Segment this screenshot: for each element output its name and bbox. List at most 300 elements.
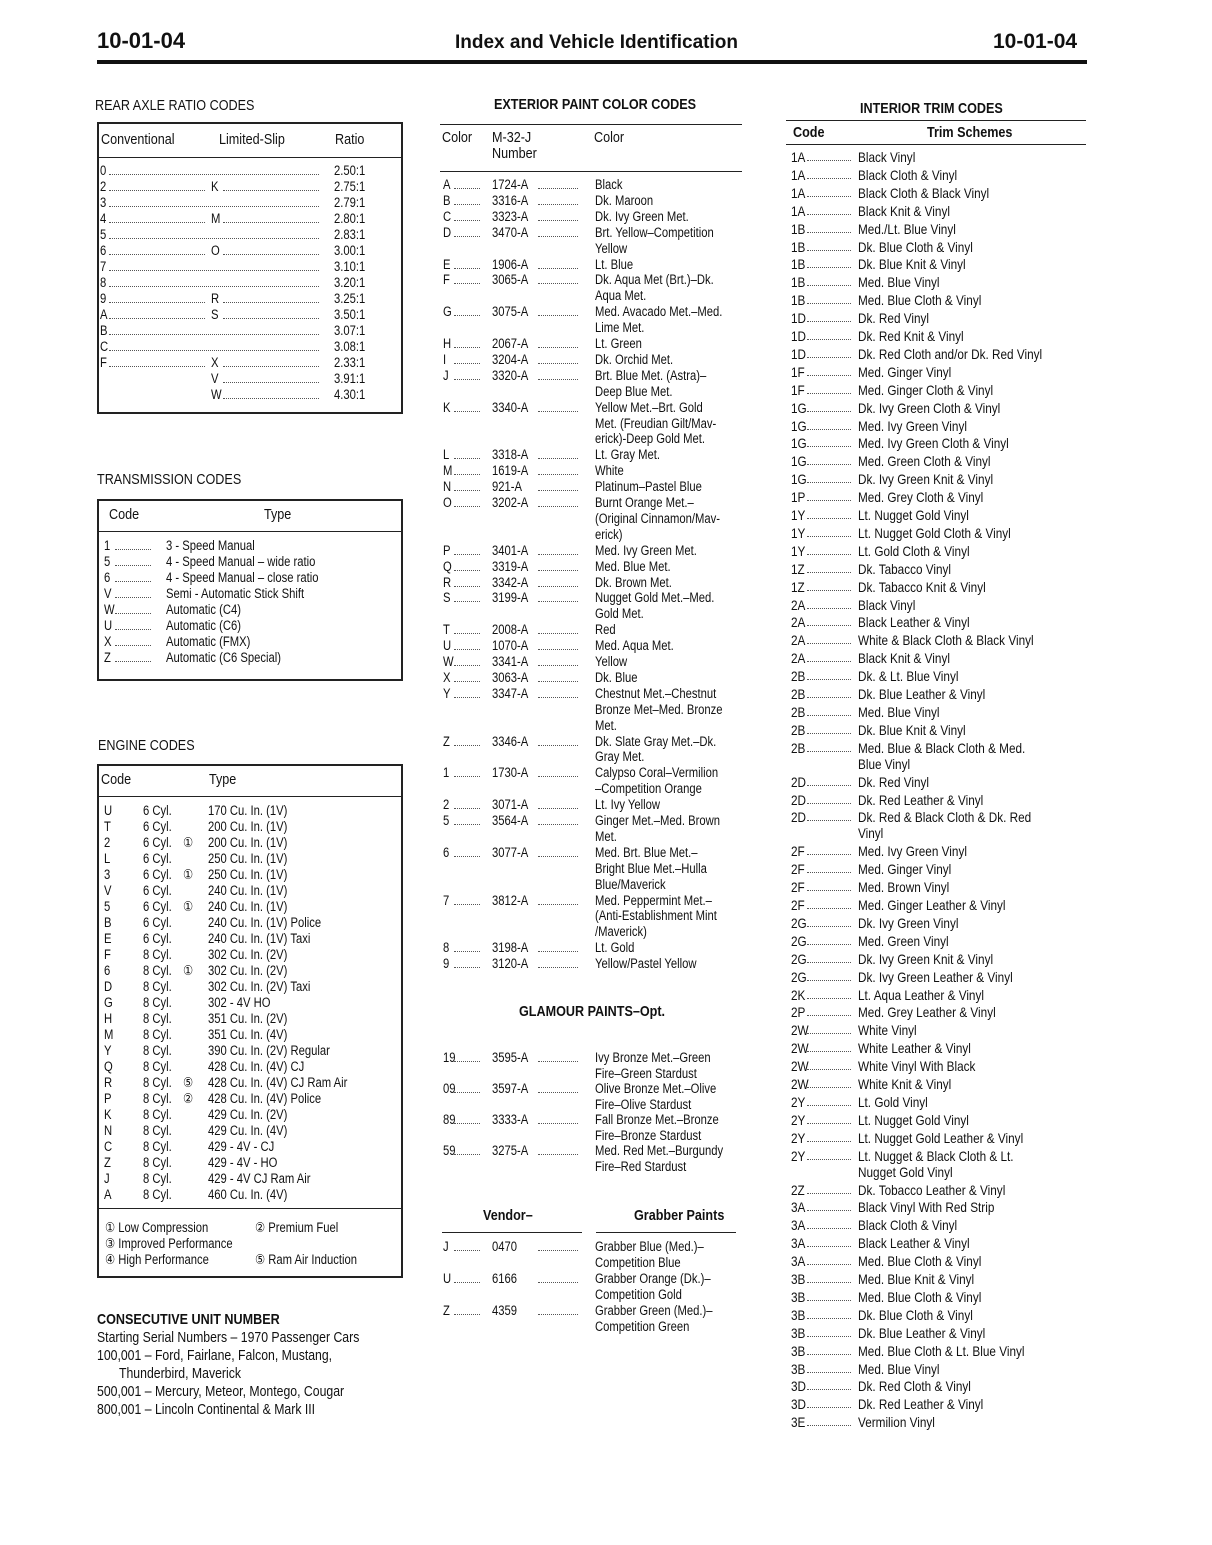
leader-dots <box>807 1015 851 1016</box>
rear-axle-ratio: 4.30:1 <box>334 387 366 402</box>
exterior-paint-code: T <box>443 622 450 638</box>
leader-dots <box>807 1033 851 1034</box>
leader-dots <box>538 904 578 905</box>
interior-trim-scheme: White Leather & Vinyl <box>858 1040 971 1057</box>
exterior-paint-code: O <box>443 495 452 510</box>
exterior-paint-color-name: (Anti-Establishment Mint <box>595 908 717 924</box>
leader-dots <box>538 1314 578 1315</box>
engine-cylinders: 6 Cyl. <box>143 819 172 834</box>
interior-code: 1G <box>791 417 807 434</box>
rear-axle-conventional: 9 <box>100 291 107 306</box>
exterior-paint-color-name: Ginger Met.–Med. Brown <box>595 813 721 828</box>
interior-code: 1Y <box>791 542 806 559</box>
interior-trim-scheme: Dk. Red Knit & Vinyl <box>858 328 964 344</box>
interior-code: 3A <box>791 1253 806 1270</box>
leader-dots <box>807 998 851 999</box>
leader-dots <box>538 1154 578 1155</box>
leader-dots <box>538 633 578 634</box>
leader-dots <box>115 645 151 646</box>
engine-code: U <box>104 803 113 818</box>
leader-dots <box>807 464 851 465</box>
leader-dots <box>807 1354 851 1355</box>
rear-axle-conventional: 0 <box>100 163 107 178</box>
transmission-type: Automatic (C4) <box>166 602 242 617</box>
exterior-paint-color-name: Yellow/Pastel Yellow <box>595 956 697 972</box>
page-number-left: 10-01-04 <box>97 28 186 53</box>
leader-dots <box>109 270 319 271</box>
engine-footnote: ⑤ Ram Air Induction <box>255 1252 357 1267</box>
leader-dots <box>538 379 578 380</box>
leader-dots <box>807 1282 851 1283</box>
exterior-paint-color-name: /Maverick) <box>595 924 647 940</box>
transmission-code: X <box>104 634 112 649</box>
engine-code: B <box>104 915 112 930</box>
exterior-paint-color-name: Yellow <box>595 654 628 669</box>
leader-dots <box>223 398 319 399</box>
exterior-paint-number: 1906-A <box>492 256 529 272</box>
rear-axle-limited-slip: V <box>211 371 219 386</box>
interior-code: 1F <box>791 363 805 380</box>
interior-trim-scheme: Med. Grey Leather & Vinyl <box>858 1004 996 1021</box>
interior-trim-scheme: Med. Ivy Green Vinyl <box>858 417 967 434</box>
leader-dots <box>807 518 851 519</box>
leader-dots <box>109 238 319 239</box>
interior-trim-scheme: Dk. Blue Knit & Vinyl <box>858 721 966 738</box>
exterior-paint-number: 3316-A <box>492 192 529 208</box>
leader-dots <box>454 554 480 555</box>
exterior-paint-number: 2067-A <box>492 336 529 351</box>
exterior-paint-number: 3347-A <box>492 685 529 701</box>
leader-dots <box>454 904 480 905</box>
exterior-paint-code: 8 <box>443 940 450 956</box>
exterior-paint-code: 1 <box>443 765 450 781</box>
interior-code: 1D <box>791 328 807 344</box>
engine-cylinders: 6 Cyl. <box>143 915 172 930</box>
rear-axle-conventional: 7 <box>100 259 107 274</box>
leader-dots <box>454 347 480 348</box>
header-rule <box>97 60 1087 64</box>
leader-dots <box>454 490 480 491</box>
exterior-paint-number: 3077-A <box>492 844 529 860</box>
engine-title: ENGINE CODES <box>98 737 195 754</box>
interior-code: 3D <box>791 1378 807 1395</box>
exterior-paint-number: 1070-A <box>492 638 529 654</box>
transmission-table <box>97 499 403 681</box>
rear-axle-conventional: 5 <box>100 227 107 242</box>
grabber-paint-code: Z <box>443 1303 450 1318</box>
interior-trim-scheme: Med. Blue & Black Cloth & Med. <box>858 739 1026 756</box>
engine-cylinders: 8 Cyl. <box>143 979 172 994</box>
leader-dots <box>807 339 851 340</box>
interior-trim-scheme: Med./Lt. Blue Vinyl <box>858 220 956 237</box>
leader-dots <box>538 347 578 348</box>
exterior-paint-number: 3071-A <box>492 797 529 813</box>
interior-trim-scheme: Black Vinyl With Red Strip <box>858 1199 995 1216</box>
leader-dots <box>454 379 480 380</box>
interior-code: 1G <box>791 435 807 452</box>
exterior-paint-color-name: erick)-Deep Gold Met. <box>595 431 706 447</box>
consecutive-title: CONSECUTIVE UNIT NUMBER <box>97 1311 280 1328</box>
interior-code: 3E <box>791 1414 806 1431</box>
glamour-paint-code: 09 <box>443 1081 456 1096</box>
interior-trim-scheme: Med. Blue Cloth & Vinyl <box>858 1253 982 1270</box>
leader-dots <box>223 382 319 383</box>
leader-dots <box>807 232 851 233</box>
transmission-header-type: Type <box>264 506 292 523</box>
page-number-right: 10-01-04 <box>993 30 1078 53</box>
exterior-paint-color-name: Calypso Coral–Vermilion <box>595 765 719 781</box>
leader-dots <box>109 206 319 207</box>
exterior-paint-color-name: Med. Peppermint Met.– <box>595 892 712 908</box>
leader-dots <box>538 268 578 269</box>
engine-displacement: 240 Cu. In. (1V) Police <box>208 915 322 930</box>
rear-axle-header-rule <box>99 157 401 158</box>
leader-dots <box>538 856 578 857</box>
interior-code: 1Z <box>791 578 805 595</box>
interior-trim-scheme: Dk. Blue Leather & Vinyl <box>858 686 986 702</box>
interior-code: 1A <box>791 166 806 183</box>
interior-trim-scheme: Black Leather & Vinyl <box>858 1235 970 1252</box>
exterior-paint-number: 3564-A <box>492 813 529 828</box>
exterior-paint-color-name: Dk. Aqua Met (Brt.)–Dk. <box>595 272 714 288</box>
engine-code: D <box>104 979 113 994</box>
transmission-code: 5 <box>104 554 111 569</box>
leader-dots <box>538 1282 578 1283</box>
leader-dots <box>454 1154 480 1155</box>
leader-dots <box>454 1250 480 1251</box>
engine-note-marker: ① <box>183 963 194 978</box>
interior-trim-scheme: Vinyl <box>858 825 884 842</box>
leader-dots <box>538 808 578 809</box>
leader-dots <box>807 854 851 855</box>
exterior-paint-number: 3342-A <box>492 574 529 590</box>
leader-dots <box>538 363 578 364</box>
leader-dots <box>115 565 151 566</box>
leader-dots <box>223 302 319 303</box>
glamour-paint-code: 89 <box>443 1112 456 1127</box>
interior-trim-scheme: Dk. Tobacco Leather & Vinyl <box>858 1181 1006 1198</box>
interior-trim-scheme: Dk. Red Vinyl <box>858 773 930 790</box>
interior-code: 1G <box>791 471 807 488</box>
leader-dots <box>807 250 851 251</box>
transmission-type: 4 - Speed Manual – wide ratio <box>166 554 316 569</box>
engine-cylinders: 8 Cyl. <box>143 1171 172 1186</box>
engine-code: Y <box>104 1043 112 1058</box>
grabber-title-rule <box>596 1232 736 1233</box>
exterior-paint-color-name: Dk. Ivy Green Met. <box>595 208 689 224</box>
exterior-paint-number: 3065-A <box>492 272 529 288</box>
exterior-paint-color-name: White <box>595 463 624 479</box>
rear-axle-conventional: 2 <box>100 179 107 194</box>
grabber-vendor-rule <box>442 1232 582 1233</box>
exterior-paint-code: N <box>443 479 452 495</box>
exterior-paint-code: 5 <box>443 813 450 828</box>
interior-code: 3A <box>791 1235 806 1252</box>
leader-dots <box>223 222 319 223</box>
leader-dots <box>807 944 851 945</box>
interior-code: 2Y <box>791 1147 806 1164</box>
engine-cylinders: 6 Cyl. <box>143 835 172 850</box>
exterior-paint-code: W <box>443 654 454 669</box>
exterior-paint-color-name: Med. Aqua Met. <box>595 638 674 654</box>
grabber-paint-color-name: Competition Green <box>595 1318 690 1334</box>
leader-dots <box>454 1314 480 1315</box>
exterior-paint-number: 3341-A <box>492 654 529 669</box>
interior-trim-scheme: Dk. & Lt. Blue Vinyl <box>858 668 959 685</box>
interior-code: 1Y <box>791 524 806 541</box>
leader-dots <box>454 220 480 221</box>
interior-trim-scheme: Med. Blue Vinyl <box>858 703 940 720</box>
interior-code: 2G <box>791 932 807 949</box>
leader-dots <box>807 679 851 680</box>
engine-cylinders: 8 Cyl. <box>143 1107 172 1122</box>
engine-cylinders: 8 Cyl. <box>143 1139 172 1154</box>
grabber-paint-number: 0470 <box>492 1239 518 1254</box>
leader-dots <box>538 506 578 507</box>
page-title: Index and Vehicle Identification <box>455 32 738 53</box>
glamour-paint-color-name: Fall Bronze Met.–Bronze <box>595 1112 719 1127</box>
leader-dots <box>807 643 851 644</box>
exterior-paint-color-name: Lt. Blue <box>595 256 634 272</box>
rear-axle-limited-slip: W <box>211 387 222 402</box>
interior-header-rule <box>786 144 1086 145</box>
exterior-paint-color-name: Gold Met. <box>595 606 644 622</box>
engine-cylinders: 8 Cyl. <box>143 1075 172 1090</box>
interior-trim-scheme: Dk. Tabacco Knit & Vinyl <box>858 578 986 595</box>
leader-dots <box>454 236 480 237</box>
leader-dots <box>538 458 578 459</box>
leader-dots <box>807 820 851 821</box>
exterior-paint-color-name: Lt. Ivy Yellow <box>595 797 661 813</box>
leader-dots <box>807 393 851 394</box>
leader-dots <box>807 321 851 322</box>
engine-code: 2 <box>104 835 111 850</box>
leader-dots <box>807 1159 851 1160</box>
interior-code: 2D <box>791 773 807 790</box>
consecutive-line: 500,001 – Mercury, Meteor, Montego, Cougar <box>97 1384 345 1400</box>
leader-dots <box>807 661 851 662</box>
leader-dots <box>454 283 480 284</box>
leader-dots <box>538 601 578 602</box>
leader-dots <box>109 302 205 303</box>
interior-trim-scheme: White Vinyl With Black <box>858 1058 976 1075</box>
rear-axle-ratio: 3.50:1 <box>334 307 366 322</box>
exterior-paint-code: S <box>443 590 451 606</box>
engine-header-type: Type <box>209 771 237 788</box>
interior-code: 3B <box>791 1271 806 1287</box>
interior-trim-scheme: Dk. Red Cloth and/or Dk. Red Vinyl <box>858 345 1043 362</box>
engine-footnote: ② Premium Fuel <box>255 1220 339 1235</box>
interior-code: 3A <box>791 1199 806 1216</box>
rear-axle-ratio: 3.91:1 <box>334 371 366 386</box>
leader-dots <box>109 350 319 351</box>
grabber-paint-color-name: Grabber Orange (Dk.)– <box>595 1271 711 1286</box>
leader-dots <box>807 196 851 197</box>
interior-trim-scheme: White & Black Cloth & Black Vinyl <box>858 632 1034 649</box>
interior-trim-scheme: Lt. Aqua Leather & Vinyl <box>858 986 984 1003</box>
leader-dots <box>454 506 480 507</box>
engine-displacement: 390 Cu. In. (2V) Regular <box>208 1043 330 1058</box>
rear-axle-limited-slip: S <box>211 307 219 322</box>
leader-dots <box>538 1061 578 1062</box>
engine-cylinders: 8 Cyl. <box>143 1011 172 1026</box>
exterior-paint-number: 1724-A <box>492 177 529 192</box>
interior-trim-scheme: Lt. Nugget Gold Vinyl <box>858 1111 969 1128</box>
exterior-paint-code: 7 <box>443 892 450 908</box>
interior-trim-scheme: Med. Brown Vinyl <box>858 879 950 896</box>
engine-code: F <box>104 947 111 962</box>
leader-dots <box>807 1407 851 1408</box>
exterior-paint-color-name: Nugget Gold Met.–Med. <box>595 590 715 606</box>
engine-notes-rule <box>99 1208 401 1209</box>
engine-code: 3 <box>104 867 111 882</box>
interior-header-code: Code <box>793 124 825 141</box>
exterior-header-color-code: Color <box>442 129 473 146</box>
leader-dots <box>538 967 578 968</box>
leader-dots <box>807 178 851 179</box>
grabber-paint-color-name: Grabber Blue (Med.)– <box>595 1239 704 1254</box>
rear-axle-ratio: 3.07:1 <box>334 323 366 338</box>
leader-dots <box>538 586 578 587</box>
interior-trim-scheme: Med. Blue Vinyl <box>858 274 940 291</box>
interior-code: 2G <box>791 968 807 985</box>
interior-trim-scheme: Dk. Ivy Green Vinyl <box>858 914 959 931</box>
interior-trim-scheme: Black Cloth & Black Vinyl <box>858 184 990 201</box>
glamour-paint-color-name: Olive Bronze Met.–Olive <box>595 1081 717 1096</box>
leader-dots <box>538 951 578 952</box>
leader-dots <box>807 697 851 698</box>
interior-trim-scheme: Dk. Red Vinyl <box>858 310 930 327</box>
interior-header-trim: Trim Schemes <box>927 124 1013 141</box>
interior-trim-scheme: Med. Grey Cloth & Vinyl <box>858 489 984 506</box>
exterior-paint-code: E <box>443 256 451 272</box>
engine-code: K <box>104 1107 112 1122</box>
exterior-paint-color-name: Bronze Met–Med. Bronze <box>595 701 723 717</box>
leader-dots <box>454 188 480 189</box>
engine-cylinders: 8 Cyl. <box>143 1059 172 1074</box>
leader-dots <box>454 665 480 666</box>
leader-dots <box>807 482 851 483</box>
glamour-paint-number: 3333-A <box>492 1112 529 1127</box>
interior-trim-scheme: Lt. Nugget Gold Vinyl <box>858 507 969 523</box>
engine-displacement: 302 Cu. In. (2V) Taxi <box>208 979 311 994</box>
rear-axle-conventional: A <box>100 307 108 322</box>
rear-axle-conventional: 6 <box>100 243 107 258</box>
interior-code: 1B <box>791 292 806 309</box>
exterior-paint-code: B <box>443 192 451 208</box>
exterior-paint-color-name: Chestnut Met.–Chestnut <box>595 685 717 701</box>
leader-dots <box>454 1282 480 1283</box>
leader-dots <box>538 1123 578 1124</box>
engine-code: E <box>104 931 112 946</box>
interior-trim-scheme: Dk. Ivy Green Knit & Vinyl <box>858 950 994 967</box>
leader-dots <box>807 554 851 555</box>
leader-dots <box>223 254 319 255</box>
interior-trim-scheme: Vermilion Vinyl <box>858 1414 935 1431</box>
engine-cylinders: 8 Cyl. <box>143 947 172 962</box>
leader-dots <box>454 1092 480 1093</box>
glamour-paint-number: 3597-A <box>492 1081 529 1096</box>
exterior-header-number: Number <box>492 145 537 162</box>
transmission-type: Semi - Automatic Stick Shift <box>166 586 305 601</box>
leader-dots <box>109 254 205 255</box>
exterior-paint-color-name: Yellow <box>595 240 628 256</box>
interior-trim-scheme: Black Knit & Vinyl <box>858 650 950 667</box>
leader-dots <box>454 1123 480 1124</box>
engine-code: 6 <box>104 963 111 978</box>
engine-footnote: ③ Improved Performance <box>105 1236 233 1251</box>
exterior-paint-color-name: Black <box>595 177 623 192</box>
interior-trim-scheme: Lt. Nugget Gold Leather & Vinyl <box>858 1129 1024 1146</box>
engine-displacement: 240 Cu. In. (1V) Taxi <box>208 931 311 946</box>
engine-cylinders: 6 Cyl. <box>143 803 172 818</box>
leader-dots <box>807 536 851 537</box>
leader-dots <box>538 776 578 777</box>
rear-axle-ratio: 2.79:1 <box>334 195 366 210</box>
engine-cylinders: 8 Cyl. <box>143 1123 172 1138</box>
rear-axle-limited-slip: K <box>211 179 219 194</box>
leader-dots <box>223 366 319 367</box>
interior-code: 2W <box>791 1022 809 1039</box>
interior-code: 1D <box>791 345 807 362</box>
leader-dots <box>807 785 851 786</box>
leader-dots <box>223 190 319 191</box>
leader-dots <box>807 1300 851 1301</box>
transmission-code: V <box>104 586 112 601</box>
exterior-paint-color-name: Med. Brt. Blue Met.– <box>595 844 698 860</box>
engine-note-marker: ② <box>183 1091 194 1106</box>
exterior-paint-color-name: Blue/Maverick <box>595 876 666 892</box>
interior-trim-scheme: Lt. Gold Vinyl <box>858 1093 928 1110</box>
exterior-paint-code: H <box>443 336 452 351</box>
exterior-paint-number: 3323-A <box>492 208 529 224</box>
engine-code: J <box>104 1171 110 1186</box>
interior-code: 3B <box>791 1342 806 1359</box>
engine-displacement: 351 Cu. In. (4V) <box>208 1027 288 1042</box>
rear-axle-conventional: F <box>100 355 107 370</box>
engine-code: G <box>104 995 113 1010</box>
engine-displacement: 429 - 4V - CJ <box>208 1139 275 1154</box>
engine-code: P <box>104 1091 112 1106</box>
exterior-paint-color-name: Lt. Gray Met. <box>595 447 661 463</box>
exterior-paint-color-name: Met. <box>595 828 617 844</box>
engine-note-marker: ⑤ <box>183 1075 194 1090</box>
interior-trim-scheme: Dk. Red Leather & Vinyl <box>858 1396 984 1413</box>
interior-trim-scheme: Med. Blue Cloth & Vinyl <box>858 292 982 309</box>
interior-code: 2F <box>791 861 805 878</box>
interior-trim-scheme: Dk. Red & Black Cloth & Dk. Red <box>858 809 1032 826</box>
leader-dots <box>538 283 578 284</box>
engine-cylinders: 8 Cyl. <box>143 1027 172 1042</box>
rear-axle-ratio: 2.50:1 <box>334 163 366 178</box>
consecutive-line: 100,001 – Ford, Fairlane, Falcon, Mustang, <box>97 1348 333 1364</box>
rear-axle-limited-slip: O <box>211 243 220 258</box>
interior-code: 2G <box>791 950 807 967</box>
glamour-paint-number: 3595-A <box>492 1050 529 1065</box>
leader-dots <box>807 285 851 286</box>
exterior-paint-color-name: Platinum–Pastel Blue <box>595 479 702 495</box>
engine-displacement: 429 Cu. In. (2V) <box>208 1107 288 1122</box>
leader-dots <box>538 315 578 316</box>
glamour-paint-color-name: Ivy Bronze Met.–Green <box>595 1050 711 1065</box>
interior-code: 2K <box>791 986 806 1003</box>
interior-code: 1A <box>791 202 806 219</box>
leader-dots <box>807 572 851 573</box>
interior-trim-scheme: Med. Ginger Cloth & Vinyl <box>858 381 994 398</box>
rear-axle-conventional: 8 <box>100 275 107 290</box>
glamour-paint-number: 3275-A <box>492 1143 529 1158</box>
interior-trim-scheme: Med. Ginger Vinyl <box>858 363 952 380</box>
